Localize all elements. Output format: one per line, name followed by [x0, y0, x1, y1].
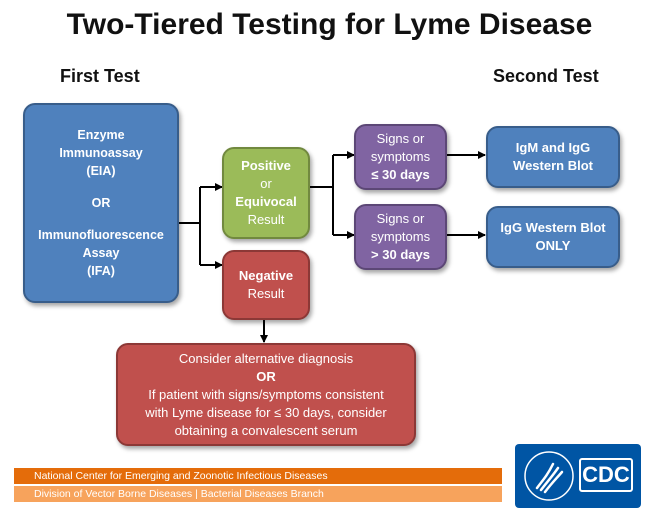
signs-short-line-2: symptoms	[370, 149, 431, 164]
western-igg-box	[486, 206, 620, 268]
signs-long-line-2: symptoms	[370, 229, 431, 244]
cdc-logo	[515, 444, 641, 508]
footer-center-band: National Center for Emerging and Zoonotic Infectious Diseases	[14, 468, 502, 484]
negative-result-box	[222, 250, 310, 320]
consider-or: OR	[256, 368, 276, 384]
footer-division-band: Division of Vector Borne Diseases | Bacterial Diseases Branch	[14, 486, 502, 502]
eia-or: OR	[91, 196, 111, 210]
western-igg-line-1: IgG Western Blot	[500, 220, 606, 235]
eia-line-1: Enzyme	[77, 128, 125, 142]
eia-line-2: Immunoassay	[59, 146, 143, 160]
consider-line-2: If patient with signs/symptoms consistent	[148, 386, 384, 402]
negative-label: Negative	[238, 268, 294, 283]
western-igg-line-2: ONLY	[535, 238, 571, 253]
signs-short-line-1: Signs or	[376, 131, 425, 146]
consider-line-3: with Lyme disease for ≤ 30 days, consider	[145, 404, 387, 420]
consider-line-1: Consider alternative diagnosis	[178, 350, 354, 366]
signs-short-line-3: ≤ 30 days	[371, 167, 430, 182]
ifa-line-1: Immunofluorescence	[38, 228, 164, 242]
western-both-box	[486, 126, 620, 188]
first-test-box	[23, 103, 179, 303]
positive-result-box	[222, 147, 310, 239]
positive-or: or	[260, 176, 272, 191]
ifa-line-2: Assay	[82, 246, 120, 260]
positive-branch-connector	[310, 155, 354, 235]
consider-alternative-box	[116, 343, 416, 446]
equivocal-label: Equivocal	[235, 194, 297, 209]
hhs-eagle-icon	[523, 450, 575, 502]
signs-long-box	[354, 204, 447, 270]
eia-branch-connector	[178, 187, 222, 265]
second-test-header: Second Test	[493, 66, 599, 86]
western-both-line-2: Western Blot	[513, 158, 593, 173]
western-both-line-1: IgM and IgG	[515, 140, 591, 155]
signs-long-line-1: Signs or	[376, 211, 425, 226]
signs-short-box	[354, 124, 447, 190]
positive-label: Positive	[241, 158, 291, 173]
cdc-wordmark: CDC	[579, 458, 633, 492]
eia-line-3: (EIA)	[86, 164, 116, 178]
positive-result-label: Result	[247, 212, 285, 227]
ifa-line-3: (IFA)	[87, 264, 115, 278]
consider-line-4: obtaining a convalescent serum	[174, 422, 358, 438]
first-test-header: First Test	[60, 66, 140, 86]
negative-result-label: Result	[247, 286, 285, 301]
signs-long-line-3: > 30 days	[371, 247, 430, 262]
page-title: Two-Tiered Testing for Lyme Disease	[66, 8, 593, 41]
